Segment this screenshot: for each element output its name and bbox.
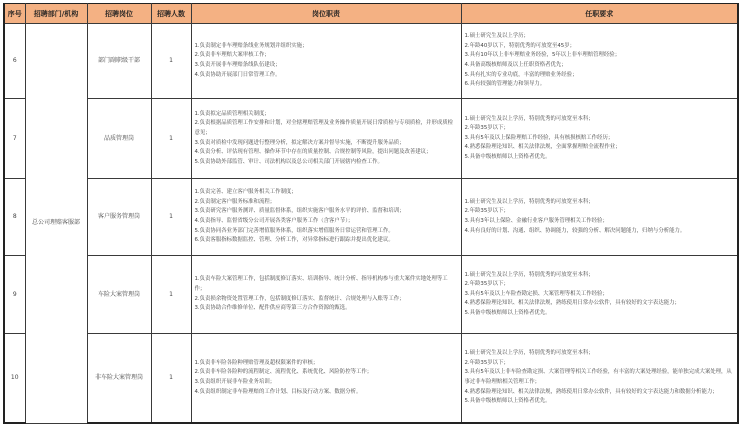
duty-line: 1.负责非车险各险种理赔管理及超权限案件的审核； (194, 359, 319, 366)
duties-cell (191, 24, 461, 99)
duties-cell (191, 256, 461, 334)
position-cell: 车险大案管理岗 (87, 256, 151, 334)
requirement-line: 4.熟悉保险理论知识、相关法律法规，全面掌握理赔全流程作业； (464, 144, 621, 151)
requirement-line: 1.硕士研究生及以上学历，特别优秀的可放宽至本科； (464, 198, 594, 205)
requirement-line: 2.年龄40岁以下，特别优秀的可放宽至45岁； (464, 42, 576, 49)
requirement-line: 4.具有良好的计划、沟通、组织、协调能力，较强的分析、解决问题能力，归纳与分析能力。 (464, 227, 686, 234)
table-row (4, 256, 738, 334)
table-row (4, 179, 738, 256)
count-cell: 1 (151, 179, 191, 256)
duty-line: 3.负责开展非车理赔条线队伍建设； (194, 62, 281, 68)
requirement-line: 3.具有5年及以上非车险查勘定损、大案管理等相关工作经验，有丰富的大案处理经验，能单独完成大案处理，从事过非车险理赔相关管理工作； (464, 369, 732, 385)
duty-line: 3.负责研究客户服务测评、质量监督体系，组织实施客户服务水平的评价、监督和培训； (194, 208, 405, 215)
duty-line: 1.负责完善、建立客户服务相关工作制度； (194, 189, 297, 196)
duties-cell (191, 99, 461, 179)
duty-line: 6.负责客服指标数据监控、管理、分析工作，对异常指标进行跟踪并提出优化建议。 (194, 237, 394, 244)
duty-line: 5.负责协同各业务部门完善增值服务体系，组织落实增值服务日常运营和管理工作。 (194, 227, 394, 234)
header-no: 序号 (4, 4, 25, 24)
table-row (4, 334, 738, 424)
row-no: 10 (4, 334, 25, 424)
requirement-line: 2.年龄35岁以下； (464, 208, 509, 215)
duty-line: 3.负责对质检中发现问题进行整理分析，拟定解决方案并督导实施，不断提升服务品质； (194, 139, 405, 146)
duty-line: 3.负责组织开展非车险业务培训； (194, 379, 276, 385)
duty-line: 2.负责根据品质管理工作安排和计划，对全辖理赔管理及业务操作质量开展日常质检与专项质检，并形成质检意见； (194, 120, 454, 136)
count-cell: 1 (151, 99, 191, 179)
requirement-line: 5.具备中级核赔师以上资格者优先。 (464, 153, 551, 160)
requirement-line: 1.硕士研究生及以上学历，特别优秀的可放宽至本科； (464, 115, 594, 122)
count-cell: 1 (151, 256, 191, 334)
duty-line: 1.负责车险大案管理工作，包括制度修订落实、培训指导、统计分析、指导机构参与重大案件实地处理等工作； (194, 276, 448, 292)
requirement-line: 4.具备高级核赔师及以上任职资格者优先； (464, 62, 567, 68)
department-cell: 总公司理赔客服部 (25, 24, 87, 424)
duties-cell (191, 334, 461, 424)
requirement-line: 6.具有较强的管理能力和领导力。 (464, 81, 546, 88)
duty-line: 4.负责指导、监督省级分公司开展各类客户服务工作（含客户节）； (194, 218, 354, 224)
position-cell: 品质管理岗 (87, 99, 151, 179)
position-cell: 部门副职级干部 (87, 24, 151, 99)
duty-line: 5.负责协助外部监管、审计、司法机构以及总公司相关部门开展辖内检查工作。 (194, 158, 383, 165)
row-no: 6 (4, 24, 25, 99)
requirements-cell (461, 179, 738, 256)
duty-line: 2.负责制定客户服务标准和流程； (194, 198, 276, 205)
requirement-line: 3.具有5年及以上保险理赔工作经验，具有核损核赔工作经历； (464, 134, 614, 141)
recruitment-table (3, 3, 739, 424)
header-duties: 岗位职责 (191, 4, 461, 24)
table-row (4, 24, 738, 99)
duty-line: 4.负责组织制定非车险理赔的工作计划、目标及行动方案、数据分析。 (194, 388, 362, 395)
table-row (4, 99, 738, 179)
duties-cell (191, 179, 461, 256)
row-no: 7 (4, 99, 25, 179)
requirements-cell (461, 99, 738, 179)
row-no: 9 (4, 256, 25, 334)
requirement-line: 3.具有3年以上保险、金融行业客户服务管理相关工作经验； (464, 218, 608, 224)
duty-line: 2.负责损余物资处置管理工作，包括制度修订落实、监督统计、合规处理与入账等工作； (194, 295, 405, 302)
duty-line: 3.负责协助合作维修单位、配件供应商等第三方合作资源的甄选。 (194, 305, 351, 312)
count-cell: 1 (151, 24, 191, 99)
requirement-line: 5.具备中级核赔师以上资格者优先。 (464, 309, 551, 316)
row-no: 8 (4, 179, 25, 256)
requirement-line: 5.具有扎实的专业功底，丰富的理赔业务经验； (464, 71, 578, 78)
header-count: 招聘人数 (151, 4, 191, 24)
duty-line: 2.负责非车险各险种的流程制定、流程优化、系统优化、风险防控等工作； (194, 369, 373, 376)
duty-line: 1.负责制定非车理赔条线业务规划并组织实施； (194, 42, 308, 49)
duty-line: 1.负责拟定品质管理相关制度； (194, 110, 270, 117)
requirement-line: 3.具有10年以上非车理赔业务经验，5年以上非车理赔管理经验； (464, 52, 621, 59)
requirement-line: 5.具备中级核赔师以上资格者优先。 (464, 398, 551, 405)
requirement-line: 1.硕士研究生及以上学历，特别优秀的可放宽至本科； (464, 350, 594, 357)
header-requirements: 任职要求 (461, 4, 738, 24)
requirement-line: 1.硕士研究生及以上学历； (464, 33, 529, 40)
requirement-line: 2.年龄35岁以下； (464, 281, 509, 288)
position-cell: 客户服务管理岗 (87, 179, 151, 256)
requirement-line: 1.硕士研究生及以上学历，特别优秀的可放宽至本科； (464, 271, 594, 278)
count-cell: 1 (151, 334, 191, 424)
duty-line: 2.负责非车理赔大案审核工作； (194, 52, 270, 59)
duty-line: 4.负责协助开展部门日常管理工作。 (194, 71, 281, 78)
requirements-cell (461, 334, 738, 424)
requirements-cell (461, 24, 738, 99)
duty-line: 4.负责分析、评估现有管理、操作环节中存在的质量控制、合规控制等风险，提出问题及改善建议； (194, 149, 432, 156)
table-header-row (4, 4, 738, 24)
header-position: 招聘岗位 (87, 4, 151, 24)
header-department: 招聘部门/机构 (25, 4, 87, 24)
requirement-line: 2.年龄35岁以下； (464, 125, 509, 132)
requirement-line: 2.年龄35岁以下； (464, 359, 509, 366)
position-cell: 非车险大案管理岗 (87, 334, 151, 424)
requirement-line: 4.熟悉保险理论知识、相关法律法规，熟练使用日常办公软件，具有较好的文字表达能力和数据分析能力； (464, 388, 718, 395)
recruitment-table-container (3, 3, 737, 424)
requirements-cell (461, 256, 738, 334)
requirement-line: 3.具有5年及以上车险查勘定损、大案管理等相关工作经验； (464, 290, 608, 297)
requirement-line: 4.熟悉保险理论知识、相关法律法规，熟练使用日常办公软件，具有较好的文字表达能力； (464, 300, 680, 307)
